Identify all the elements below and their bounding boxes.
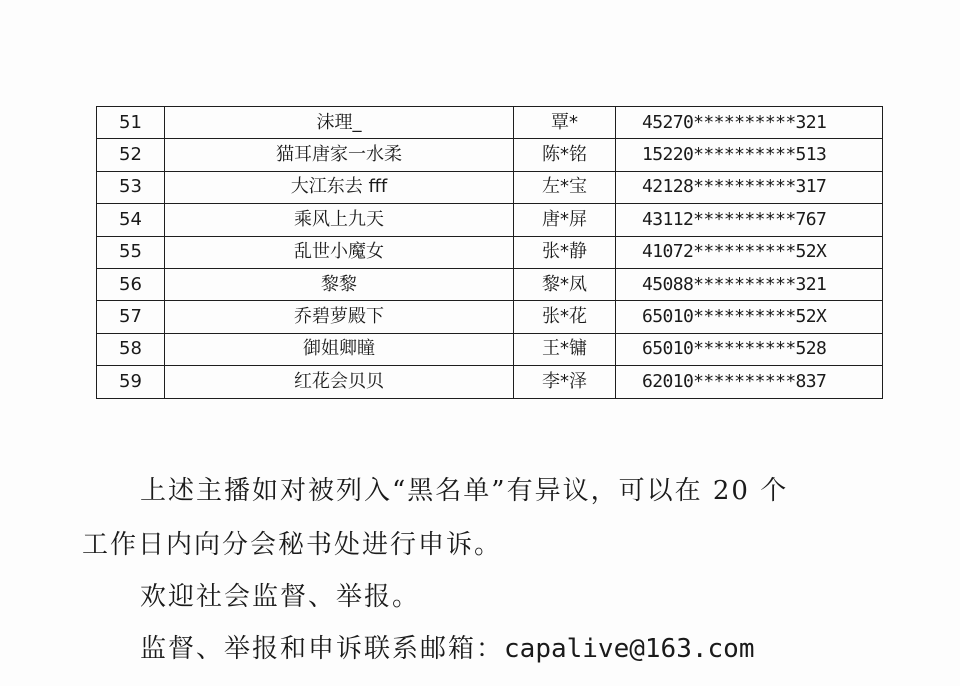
real-name-cell: 张*静 [514,236,616,268]
table-row [97,268,883,300]
id-number-cell: 65010**********52X [616,301,883,333]
real-name-cell: 张*花 [514,301,616,333]
row-number-cell: 52 [97,139,165,171]
row-number-cell: 54 [97,204,165,236]
id-number-cell: 62010**********837 [616,366,883,398]
real-name-cell: 王*镛 [514,333,616,365]
contact-email-address: capalive@163.com [504,634,755,664]
table-row [97,107,883,139]
table-row [97,366,883,398]
row-number-cell: 56 [97,268,165,300]
real-name-cell: 陈*铭 [514,139,616,171]
table-row [97,171,883,203]
blacklist-table-body [97,107,883,399]
row-number-cell: 57 [97,301,165,333]
id-number-cell: 41072**********52X [616,236,883,268]
id-number-cell: 45270**********321 [616,107,883,139]
table-row [97,333,883,365]
row-number-cell: 55 [97,236,165,268]
nickname-cell: 御姐卿瞳 [165,333,514,365]
real-name-cell: 唐*屏 [514,204,616,236]
table-row [97,236,883,268]
row-number-cell: 59 [97,366,165,398]
contact-email-line [140,628,754,665]
id-number-cell: 43112**********767 [616,204,883,236]
appeal-notice-line-2: 工作日内向分会秘书处进行申诉。 [82,530,503,560]
real-name-cell: 覃* [514,107,616,139]
id-number-cell: 42128**********317 [616,171,883,203]
blacklist-table [96,106,883,399]
nickname-cell: 乱世小魔女 [165,236,514,268]
row-number-cell: 53 [97,171,165,203]
supervision-welcome-line: 欢迎社会监督、举报。 [140,582,421,612]
real-name-cell: 李*泽 [514,366,616,398]
contact-email-label: 监督、举报和申诉联系邮箱： [140,634,505,664]
nickname-cell: 沫理_ [165,107,514,139]
table-row [97,204,883,236]
appeal-notice-line-1: 上述主播如对被列入“黑名单”有异议，可以在 20 个 [140,476,789,506]
row-number-cell: 58 [97,333,165,365]
real-name-cell: 左*宝 [514,171,616,203]
real-name-cell: 黎*凤 [514,268,616,300]
id-number-cell: 65010**********528 [616,333,883,365]
row-number-cell: 51 [97,107,165,139]
nickname-cell: 猫耳唐家一水柔 [165,139,514,171]
id-number-cell: 45088**********321 [616,268,883,300]
nickname-cell: 乘风上九天 [165,204,514,236]
id-number-cell: 15220**********513 [616,139,883,171]
nickname-cell: 黎黎 [165,268,514,300]
nickname-cell: 乔碧萝殿下 [165,301,514,333]
nickname-cell: 大江东去 fff [165,171,514,203]
table-row [97,301,883,333]
nickname-cell: 红花会贝贝 [165,366,514,398]
table-row [97,139,883,171]
